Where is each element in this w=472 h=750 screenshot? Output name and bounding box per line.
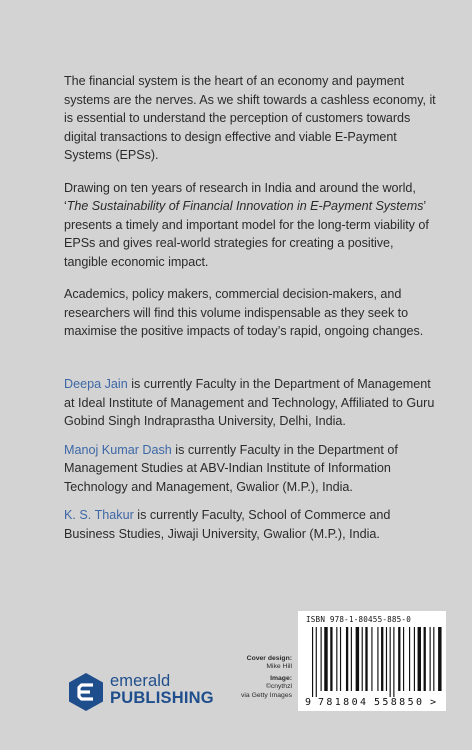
barcode-bar <box>386 627 387 691</box>
barcode-bar <box>430 627 431 691</box>
emerald-logo-icon <box>66 672 106 717</box>
barcode-bar <box>330 627 332 691</box>
barcode-bar <box>346 627 348 691</box>
author-bio <box>64 506 436 543</box>
author-bio-text: is currently Faculty, School of Commerce and Business Studies, Jiwaji University, Gwalior (M.P.), India. <box>64 508 391 541</box>
barcode-bar <box>321 627 322 691</box>
cover-credits <box>214 655 292 700</box>
barcode-bar <box>312 627 313 697</box>
barcode-bar <box>403 627 404 691</box>
barcode-bar <box>424 627 426 691</box>
barcode-bar <box>365 627 367 691</box>
barcode-bar <box>371 627 372 691</box>
barcode-bar <box>377 627 378 691</box>
author-name: Deepa Jain <box>64 377 128 391</box>
cover-design-value: Mike Hill <box>266 663 292 671</box>
barcode-bar <box>356 627 359 691</box>
barcode-bar <box>433 627 434 691</box>
book-description <box>64 72 436 355</box>
paragraph-2-rest: ’ presents a timely and important model for the long-term viability of EPSs and gives real-world strategies for creating a positive, tangible economic impact. <box>64 199 429 269</box>
author-bio <box>64 375 436 431</box>
barcode-bar <box>351 627 352 691</box>
barcode-bar <box>336 627 337 691</box>
barcode-bar <box>398 627 400 691</box>
image-credit-value: ©cnythzl <box>265 683 292 691</box>
book-title-italic: The Sustainability of Financial Innovation in E-Payment Systems <box>66 199 424 213</box>
barcode-bar <box>418 627 421 691</box>
image-credit-source: via Getty Images <box>241 691 292 699</box>
publisher-wordmark <box>110 673 214 707</box>
author-bios <box>64 375 436 553</box>
description-paragraph-2 <box>64 179 436 272</box>
isbn-label: ISBN 978-1-80455-885-0 <box>306 615 411 624</box>
barcode-bar <box>438 627 441 691</box>
publisher-line-2: PUBLISHING <box>110 689 214 707</box>
publisher-line-1: emerald <box>110 672 171 690</box>
cover-design-label: Cover design: <box>246 655 292 662</box>
barcode-bar <box>316 627 317 697</box>
barcode-bar <box>409 627 410 691</box>
author-bio-text: is currently Faculty in the Department of Management Studies at ABV-Indian Institute of Information Technology and Management, Gwalior (M.P.), India. <box>64 442 398 494</box>
barcode-bar <box>390 627 391 697</box>
paragraph-2-intro: Drawing on ten years of research in India and around the world, ‘ <box>64 180 416 213</box>
barcode-digits-left: 781804 <box>318 697 366 708</box>
description-paragraph-3: Academics, policy makers, commercial decision-makers, and researchers will find this volume indispensable as they seek to maximise the positive impacts of today’s rapid, ongoing changes. <box>64 287 424 338</box>
barcode-bar <box>340 627 341 691</box>
barcode-bar <box>381 627 383 691</box>
barcode-bar <box>393 627 394 697</box>
barcode-quiet-marker: > <box>430 697 437 708</box>
author-name: Manoj Kumar Dash <box>64 442 172 457</box>
image-credit-label: Image: <box>270 674 292 682</box>
barcode-panel <box>298 611 446 711</box>
barcode-digit-first: 9 <box>305 697 312 708</box>
barcode-digits-right: 558850 <box>374 697 422 708</box>
isbn-barcode <box>304 625 442 709</box>
author-name: K. S. Thakur <box>64 508 134 522</box>
barcode-bar <box>324 627 327 691</box>
barcode-bar <box>414 627 415 691</box>
description-paragraph-1: The financial system is the heart of an economy and payment systems are the nerves. As we shift towards a cashless economy, it is essential to understand the perception of customers towards digital transactions to design effective and viable E-Payment Systems (EPSs). <box>64 74 436 162</box>
author-bio <box>64 441 436 497</box>
barcode-bar <box>362 627 363 691</box>
author-bio-text: is currently Faculty in the Department of Management at Ideal Institute of Management and Technology, Affiliated to Guru Gobind Singh Indraprastha University, Delhi, India. <box>64 377 435 428</box>
